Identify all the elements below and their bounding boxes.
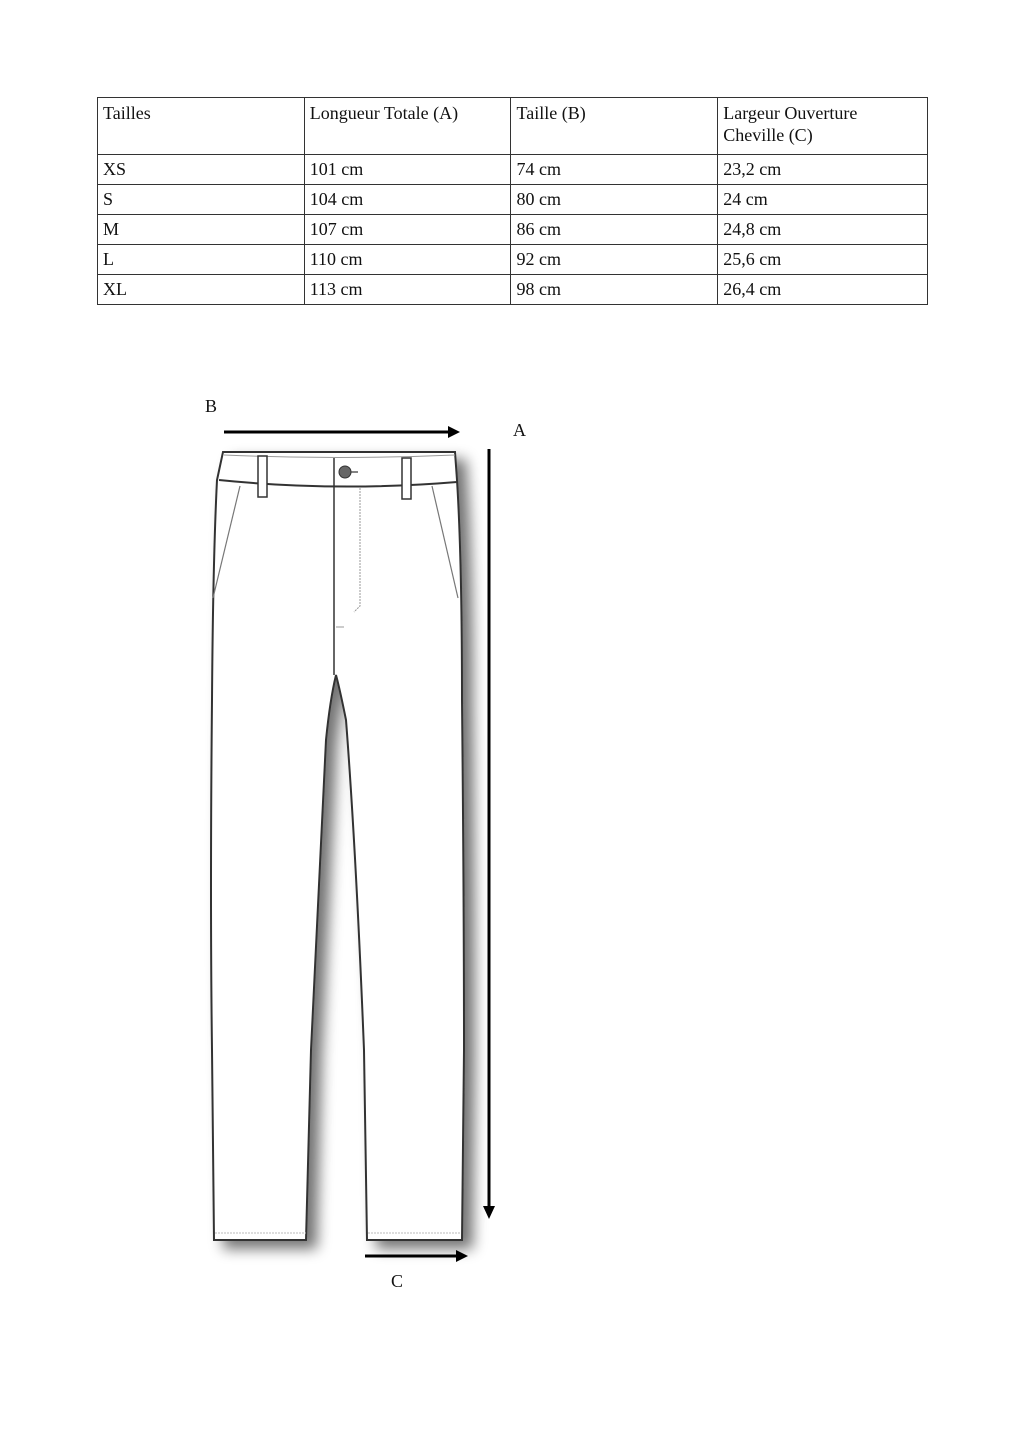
table-cell: 24 cm	[718, 185, 928, 215]
table-cell: 25,6 cm	[718, 245, 928, 275]
table-cell: 80 cm	[511, 185, 718, 215]
table-cell: 92 cm	[511, 245, 718, 275]
label-b: B	[205, 396, 218, 416]
pants-illustration	[211, 452, 464, 1240]
table-cell: 23,2 cm	[718, 155, 928, 185]
table-cell: M	[98, 215, 305, 245]
table-cell: 74 cm	[511, 155, 718, 185]
label-c: C	[391, 1271, 404, 1291]
table-cell: 101 cm	[304, 155, 511, 185]
table-cell: 113 cm	[304, 275, 511, 305]
arrow-c	[365, 1250, 468, 1262]
table-cell: S	[98, 185, 305, 215]
table-cell: XL	[98, 275, 305, 305]
table-cell: L	[98, 245, 305, 275]
label-a: A	[513, 420, 526, 440]
header-cell-total-length: Longueur Totale (A)	[304, 98, 511, 155]
arrow-b	[224, 426, 460, 438]
table-cell: 98 cm	[511, 275, 718, 305]
table-cell: 24,8 cm	[718, 215, 928, 245]
table-cell: 26,4 cm	[718, 275, 928, 305]
header-cell-ankle-opening: Largeur Ouverture Cheville (C)	[718, 98, 928, 155]
table-cell: 104 cm	[304, 185, 511, 215]
header-cell-waist: Taille (B)	[511, 98, 718, 155]
table-cell: XS	[98, 155, 305, 185]
header-cell-sizes: Tailles	[98, 98, 305, 155]
arrow-a	[483, 449, 495, 1219]
table-cell: 86 cm	[511, 215, 718, 245]
table-cell: 107 cm	[304, 215, 511, 245]
table-cell: 110 cm	[304, 245, 511, 275]
